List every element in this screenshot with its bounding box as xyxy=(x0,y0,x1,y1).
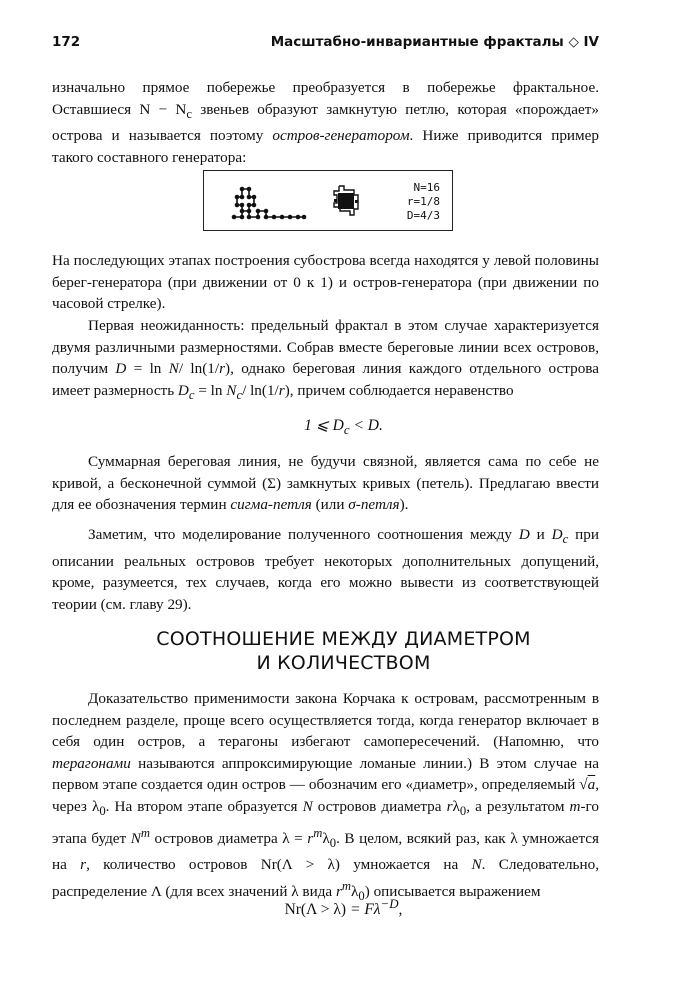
paragraph-generator-intro: изначально прямое побережье преобразуется в побережье фрактальное. Оставшиеся $N - N_c$ звеньев образуют замкнутую петлю, которая «порождает» острова и называется поэтому остров-генератором. Ниже приводится пример такого составного генератора: xyxy=(52,79,599,166)
paragraph-sigma-loop: Суммарная береговая линия, не будучи связной, является сама по себе не кривой, а бесконечной суммой (Σ) замкнутых кривых (петель). Предлагаю ввести для ее обозначения термин сигма-петля (или σ-петля). xyxy=(52,453,599,514)
paragraph-subislands: На последующих этапах построения субострова всегда находятся у левой половины берег-генератора (при движении от 0 к 1) и остров-генератора (при движении по часовой стрелке). xyxy=(52,252,599,313)
running-head xyxy=(52,34,599,54)
formula-inequality: 1 ⩽ $D_c < D$. xyxy=(304,417,383,438)
formula-distribution: $Nr(\Lambda > \lambda) = F\lambda^{-D}$, xyxy=(284,896,403,919)
param-n: N=16 xyxy=(413,181,440,194)
section-title xyxy=(0,627,687,675)
generator-figure xyxy=(203,170,453,231)
paragraph-modeling: Заметим, что моделирование полученного соотношения между D и $D_c$ при описании реальных островов требует некоторых дополнительных допущений, кроме, разумеется, тех случаев, когда его можно вывести из соответствующей теории (см. главу 29). xyxy=(52,526,599,613)
island-generator-outline xyxy=(334,186,358,215)
param-d: D=4/3 xyxy=(406,209,440,222)
page-number: 172 xyxy=(52,34,81,50)
paragraph-two-dimensions: Первая неожиданность: предельный фрактал в этом случае характеризуется двумя различными размерностями. Собрав вместе береговые линии всех островов, получим D = ln N/ ln(1/r), однако береговая линия каждого отдельного острова имеет размерность $D_c = \ln N_c/$ ln(1/r), причем соблюдается неравенство xyxy=(52,317,599,402)
param-r: r=1/8 xyxy=(406,195,440,208)
generator-parameters xyxy=(407,181,440,223)
running-title: Масштабно-инвариантные фракталы ◇ IV xyxy=(270,34,599,50)
section-title-line2: И КОЛИЧЕСТВОМ xyxy=(256,652,431,674)
coast-generator-vertices xyxy=(232,187,307,220)
section-title-line1: СООТНОШЕНИЕ МЕЖДУ ДИАМЕТРОМ xyxy=(156,628,531,650)
paragraph-korcak-proof: Доказательство применимости закона Корчака к островам, рассмотренным в последнем разделе, проще всего осуществляется тогда, когда генератор включает в себя один остров, а терагоны избегают самопересечений. (Напомню, что терагонами называются аппроксимирующие ломаные линии.) В этом случае на первом этапе создается один остров — обозначим его «диаметр», определяемый √a, через $\lambda_0$. На втором этапе образуется N островов диаметра $r\lambda_0$, а результатом m-го этапа будет $N^m$ островов диаметра $\lambda = r^m\lambda_0$. В целом, всякий раз, как λ умножается на r, количество островов Nr(Λ > λ) умножается на N. Следовательно, распределение Λ (для всех значений λ вида $r^m\lambda_0$) описывается выражением xyxy=(52,690,599,903)
coast-generator-polyline xyxy=(234,189,304,217)
